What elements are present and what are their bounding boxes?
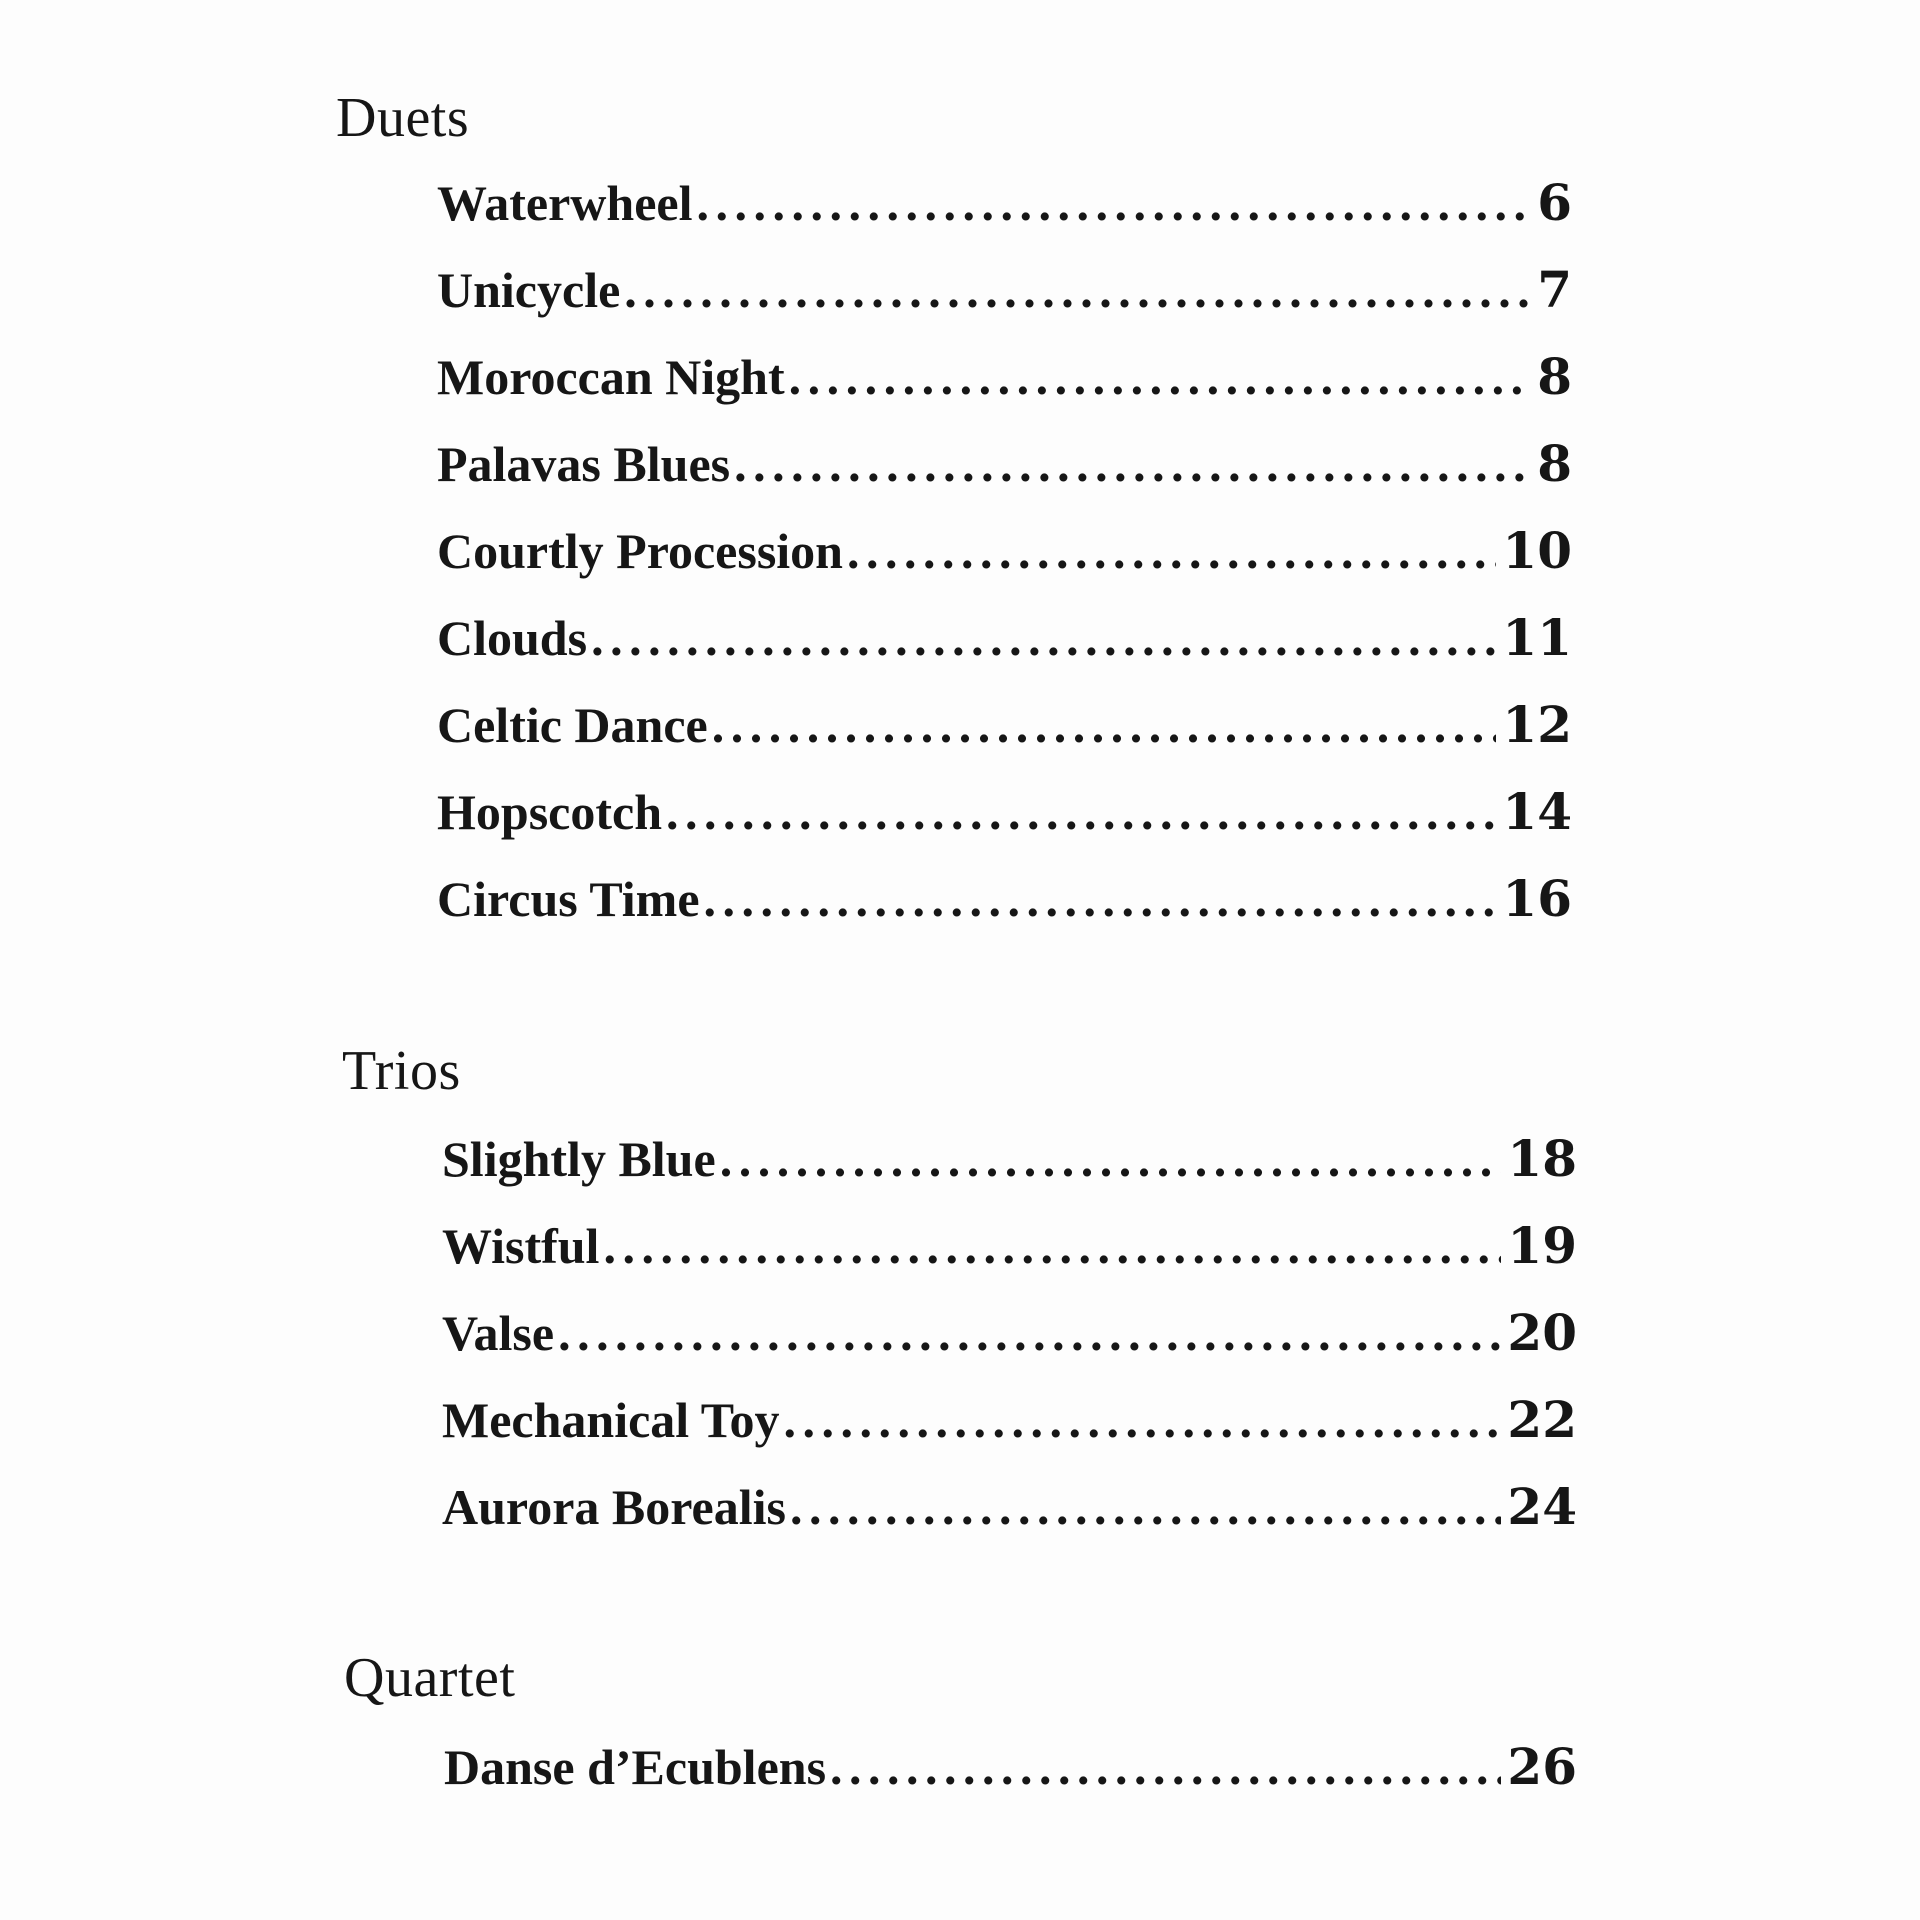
toc-entry[interactable] <box>442 1390 1577 1449</box>
dot-leader <box>790 1482 1501 1532</box>
toc-entry-page: 8 <box>1537 347 1572 406</box>
dot-leader <box>704 874 1497 924</box>
dot-leader <box>720 1134 1502 1184</box>
toc-entry-title: Palavas Blues <box>437 436 731 492</box>
toc-entry-title: Mechanical Toy <box>442 1392 780 1448</box>
toc-entry-title: Celtic Dance <box>437 697 708 753</box>
toc-entry-title: Hopscotch <box>437 784 662 840</box>
toc-entry-title: Waterwheel <box>437 175 693 231</box>
toc-entry-title: Unicycle <box>437 262 621 318</box>
toc-entry[interactable] <box>442 1129 1577 1188</box>
toc-entry-page: 22 <box>1507 1390 1577 1449</box>
toc-entry[interactable] <box>437 347 1572 406</box>
dot-leader <box>666 787 1496 837</box>
dot-leader <box>712 700 1497 750</box>
section-heading-quartet: Quartet <box>344 1647 516 1709</box>
dot-leader <box>603 1221 1501 1271</box>
section-heading-duets: Duets <box>336 87 470 149</box>
dot-leader <box>558 1308 1501 1358</box>
toc-entry[interactable] <box>437 869 1572 928</box>
toc-entry-title: Circus Time <box>437 871 700 927</box>
toc-entry[interactable] <box>437 695 1572 754</box>
toc-entry-page: 19 <box>1507 1216 1577 1275</box>
toc-entry-title: Wistful <box>442 1218 600 1274</box>
toc-entry[interactable] <box>437 434 1572 493</box>
toc-entry-page: 14 <box>1502 782 1572 841</box>
toc-entry-page: 26 <box>1507 1737 1577 1796</box>
toc-entry-page: 11 <box>1502 608 1572 667</box>
dot-leader <box>784 1395 1502 1445</box>
toc-entry[interactable] <box>437 173 1572 232</box>
toc-entry[interactable] <box>437 782 1572 841</box>
toc-entry[interactable] <box>442 1303 1577 1362</box>
toc-entry[interactable] <box>437 521 1572 580</box>
toc-entry-page: 8 <box>1537 434 1572 493</box>
toc-entry-title: Aurora Borealis <box>442 1479 786 1535</box>
toc-entry-page: 24 <box>1507 1477 1577 1536</box>
toc-entry[interactable] <box>437 608 1572 667</box>
toc-entry[interactable] <box>444 1737 1577 1796</box>
section-heading-trios: Trios <box>342 1040 461 1102</box>
dot-leader <box>696 178 1531 228</box>
toc-entry[interactable] <box>437 260 1572 319</box>
toc-entry-page: 18 <box>1507 1129 1577 1188</box>
toc-entry-title: Clouds <box>437 610 588 666</box>
toc-entry[interactable] <box>442 1477 1577 1536</box>
dot-leader <box>789 352 1532 402</box>
dot-leader <box>734 439 1531 489</box>
toc-entry-page: 16 <box>1502 869 1572 928</box>
toc-entry-title: Danse d’Ecublens <box>444 1739 827 1795</box>
toc-entry-page: 6 <box>1537 173 1572 232</box>
dot-leader <box>624 265 1531 315</box>
toc-entry-title: Courtly Procession <box>437 523 843 579</box>
toc-entry-title: Valse <box>442 1305 555 1361</box>
toc-entry-title: Moroccan Night <box>437 349 785 405</box>
toc-entry-page: 7 <box>1537 260 1572 319</box>
toc-entry-title: Slightly Blue <box>442 1131 716 1187</box>
toc-entry-page: 20 <box>1507 1303 1577 1362</box>
toc-entry-page: 12 <box>1502 695 1572 754</box>
dot-leader <box>591 613 1496 663</box>
toc-entry-page: 10 <box>1502 521 1572 580</box>
toc-entry[interactable] <box>442 1216 1577 1275</box>
dot-leader <box>847 526 1496 576</box>
dot-leader <box>830 1742 1501 1792</box>
